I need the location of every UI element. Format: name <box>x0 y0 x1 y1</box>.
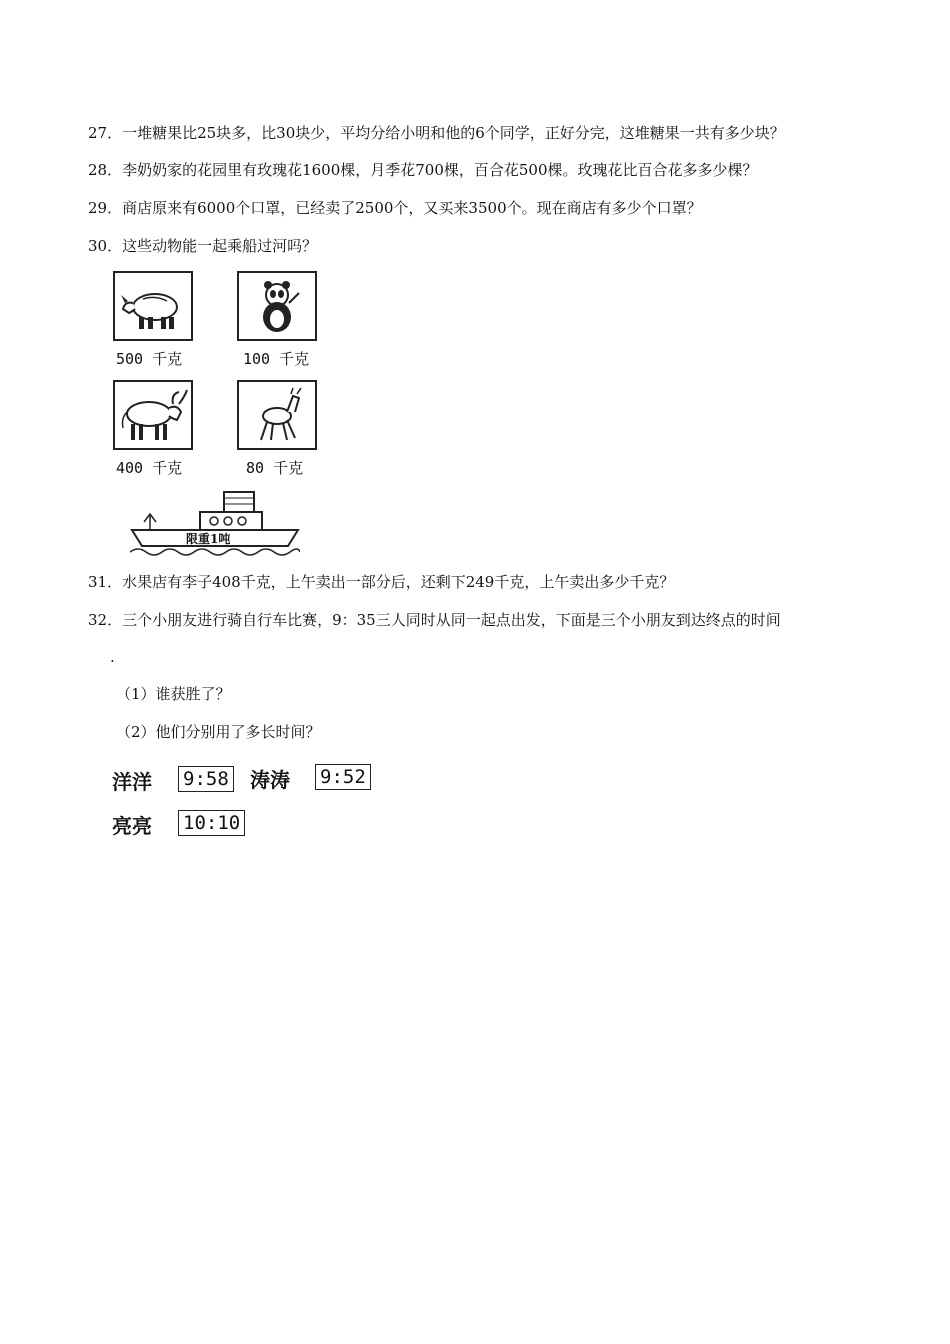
question-31: 31．水果店有李子408千克，上午卖出一部分后，还剩下249千克，上午卖出多少千克？ <box>88 573 675 591</box>
question-27: 27．一堆糖果比25块多，比30块少，平均分给小明和他的6个同学，正好分完，这堆糖果一共有多少块？ <box>88 124 785 142</box>
deer-icon <box>237 380 317 450</box>
racer-time-taotao: 9:52 <box>315 764 371 790</box>
rhino-icon <box>113 271 193 341</box>
question-30: 30．这些动物能一起乘船过河吗？ <box>88 237 318 255</box>
question-32-tail: . <box>110 648 115 666</box>
question-28: 28．李奶奶家的花园里有玫瑰花1600棵，月季花700棵，百合花500棵。玫瑰花比百合花多多少棵？ <box>88 161 758 179</box>
question-32-sub2: （2）他们分别用了多长时间？ <box>116 723 321 741</box>
panda-icon <box>237 271 317 341</box>
ox-weight: 400 千克 <box>116 459 183 477</box>
question-32: 32．三个小朋友进行骑自行车比赛，9：35三人同时从同一起点出发，下面是三个小朋友到达终点的时间 <box>88 611 781 629</box>
ship-icon <box>130 488 300 558</box>
rhino-weight: 500 千克 <box>116 350 183 368</box>
racer-name-yangyang: 洋洋 <box>112 770 152 794</box>
ship-label: 限重1吨 <box>186 532 231 546</box>
racer-time-liangliang: 10:10 <box>178 810 245 836</box>
ox-icon <box>113 380 193 450</box>
panda-weight: 100 千克 <box>243 350 310 368</box>
question-29: 29．商店原来有6000个口罩，已经卖了2500个，又买来3500个。现在商店有多少个口罩？ <box>88 199 702 217</box>
question-32-sub1: （1）谁获胜了？ <box>116 685 231 703</box>
racer-name-liangliang: 亮亮 <box>112 814 152 838</box>
racer-time-yangyang: 9:58 <box>178 766 234 792</box>
racer-name-taotao: 涛涛 <box>250 768 290 792</box>
deer-weight: 80 千克 <box>246 459 304 477</box>
